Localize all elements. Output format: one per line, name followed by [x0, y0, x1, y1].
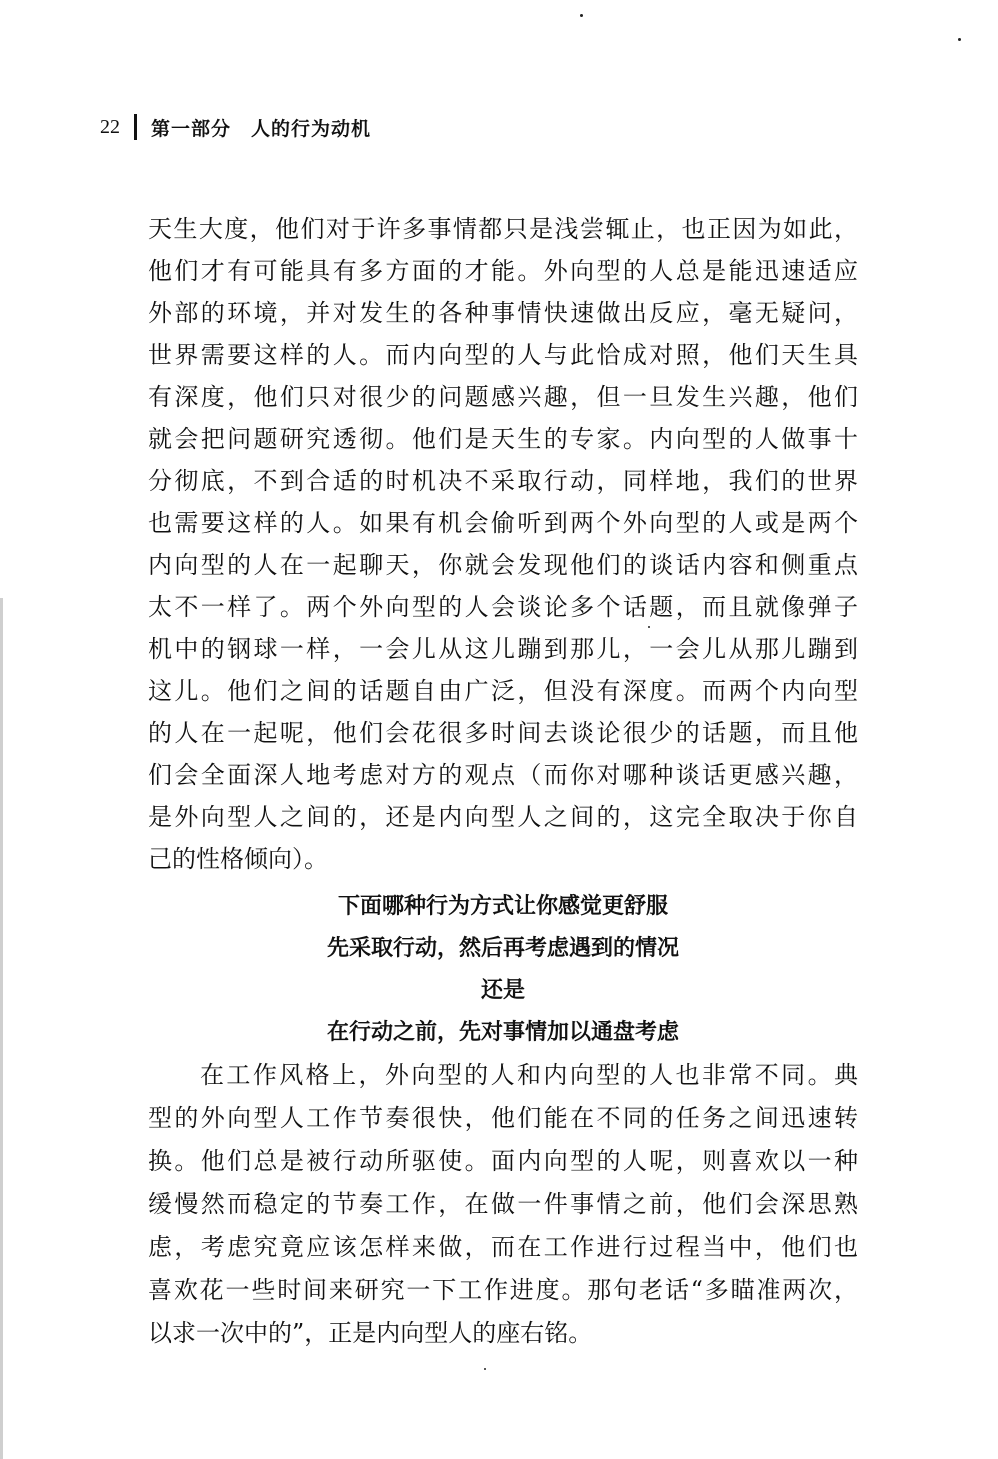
paragraph-introvert-extrovert	[148, 208, 858, 880]
text-line: 有深度，他们只对很少的问题感兴趣，但一旦发生兴趣，他们	[148, 383, 858, 411]
option-separator: 还是	[480, 978, 525, 1003]
option-think-first: 在行动之前，先对事情加以通盘考虑	[326, 1020, 679, 1045]
text-line: 太不一样了。两个外向型的人会谈论多个话题，而且就像弹子	[148, 593, 858, 621]
running-header	[100, 112, 371, 142]
text-line: 换。他们总是被行动所驱使。面内向型的人呢，则喜欢以一种	[148, 1147, 858, 1175]
text-line: 外部的环境，并对发生的各种事情快速做出反应，毫无疑问，	[148, 299, 858, 327]
text-line: 虑，考虑究竟应该怎样来做，而在工作进行过程当中，他们也	[148, 1233, 858, 1261]
text-line: 们会全面深人地考虑对方的观点（而你对哪种谈话更感兴趣，	[148, 761, 858, 789]
question-heading: 下面哪种行为方式让你感觉更舒服	[337, 894, 668, 919]
scan-edge-shadow	[0, 598, 3, 1459]
text-line: 以求一次中的”，正是内向型人的座右铭。	[148, 1319, 593, 1347]
text-line: 内向型的人在一起聊天，你就会发现他们的谈话内容和侧重点	[148, 551, 858, 579]
text-line: 是外向型人之间的，还是内向型人之间的，这完全取决于你自	[148, 803, 858, 831]
text-line: 天生大度，他们对于许多事情都只是浅尝辄止，也正因为如此，	[148, 215, 858, 243]
text-line: 也需要这样的人。如果有机会偷听到两个外向型的人或是两个	[148, 509, 858, 537]
option-act-first: 先采取行动，然后再考虑遇到的情况	[326, 936, 679, 961]
text-line: 在工作风格上，外向型的人和内向型的人也非常不同。典	[200, 1061, 858, 1089]
text-line: 他们才有可能具有多方面的才能。外向型的人总是能迅速适应	[148, 257, 858, 285]
text-line: 世界需要这样的人。而内向型的人与此恰成对照，他们天生具	[148, 341, 858, 369]
part-title: 第一部分 人的行为动机	[151, 117, 372, 140]
text-line: 缓慢然而稳定的节奏工作，在做一件事情之前，他们会深思熟	[148, 1190, 858, 1218]
text-line: 型的外向型人工作节奏很快，他们能在不同的任务之间迅速转	[148, 1104, 858, 1132]
text-line: 就会把问题研究透彻。他们是天生的专家。内向型的人做事十	[148, 425, 858, 453]
paragraph-work-style	[148, 1054, 858, 1355]
text-line: 喜欢花一些时间来研究一下工作进度。那句老话“多瞄准两次，	[148, 1276, 858, 1304]
scan-speck	[958, 38, 961, 41]
page-number: 22	[100, 115, 120, 138]
text-line: 分彻底，不到合适的时机决不采取行动，同样地，我们的世界	[148, 467, 858, 495]
scan-speck	[580, 14, 583, 17]
scan-speck	[484, 1368, 486, 1370]
text-line: 这儿。他们之间的话题自由广泛，但没有深度。而两个内向型	[148, 677, 858, 705]
text-line: 机中的钢球一样，一会儿从这儿蹦到那儿，一会儿从那儿蹦到	[148, 635, 858, 663]
header-divider	[134, 114, 137, 140]
text-line: 的人在一起呢，他们会花很多时间去谈论很少的话题，而且他	[148, 719, 858, 747]
text-line: 己的性格倾向）。	[148, 845, 328, 873]
question-box	[148, 886, 858, 1054]
